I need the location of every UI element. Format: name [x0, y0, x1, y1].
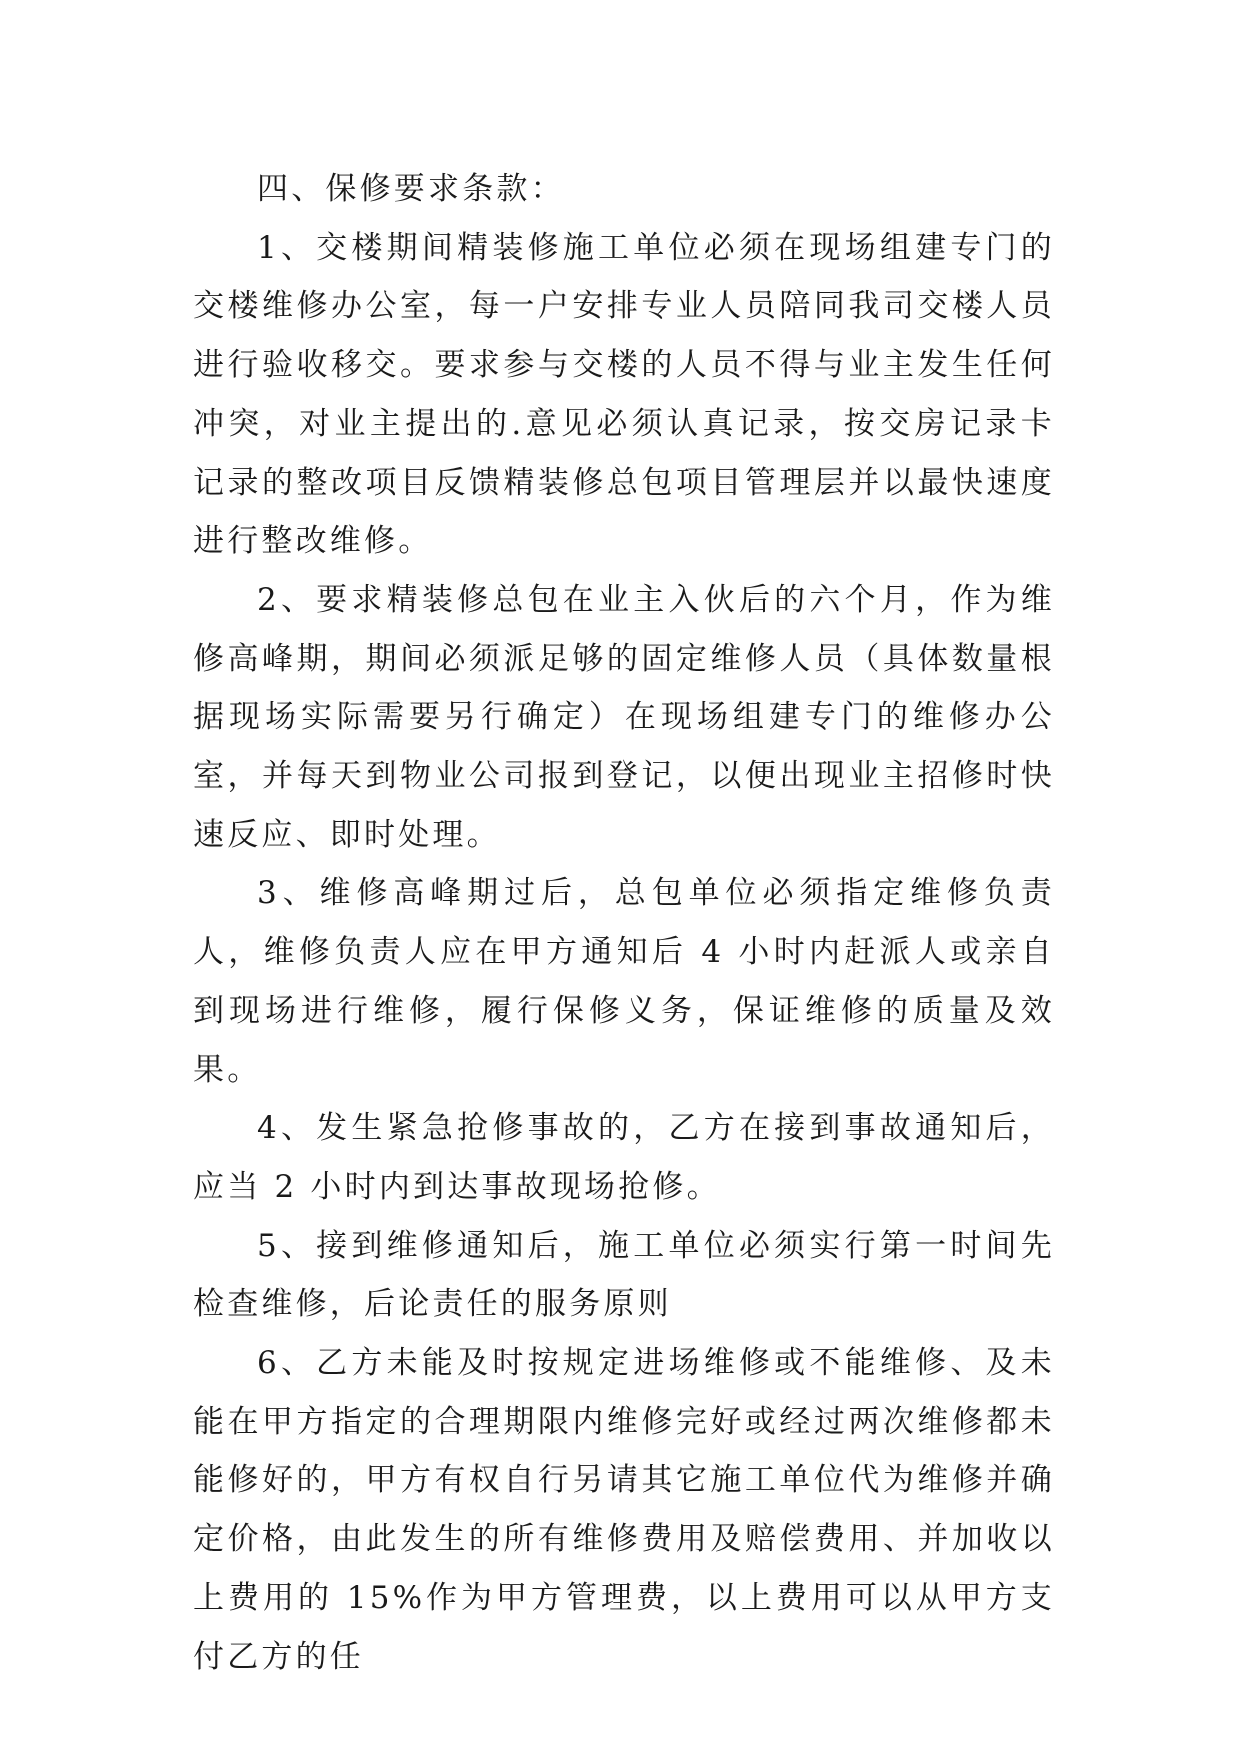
section-heading: 四、保修要求条款：	[257, 171, 565, 207]
document-body	[193, 160, 1055, 1686]
clause-5: 5、接到维修通知后，施工单位必须实行第一时间先检查维修，后论责任的服务原则	[193, 1227, 1055, 1323]
clause-4: 4、发生紧急抢修事故的，乙方在接到事故通知后，应当 2 小时内到达事故现场抢修。	[193, 1110, 1055, 1205]
clause-6: 6、乙方未能及时按规定进场维修或不能维修、及未能在甲方指定的合理期限内维修完好或经过两次维修都未能修好的，甲方有权自行另请其它施工单位代为维修并确定价格，由此发生的所有维修费用及赔偿费用、并加收以上费用的 15%作为甲方管理费，以上费用可以从甲方支付乙方的任	[193, 1345, 1055, 1675]
clause-2: 2、要求精装修总包在业主入伙后的六个月，作为维修高峰期，期间必须派足够的固定维修人员（具体数量根据现场实际需要另行确定）在现场组建专门的维修办公室，并每天到物业公司报到登记，以便出现业主招修时快速反应、即时处理。	[193, 581, 1055, 853]
clause-1: 1、交楼期间精装修施工单位必须在现场组建专门的交楼维修办公室，每一户安排专业人员陪同我司交楼人员进行验收移交。要求参与交楼的人员不得与业主发生任何冲突，对业主提出的.意见必须认真记录，按交房记录卡记录的整改项目反馈精装修总包项目管理层并以最快速度进行整改维修。	[193, 229, 1055, 560]
clause-3: 3、维修高峰期过后，总包单位必须指定维修负责人，维修负责人应在甲方通知后 4 小时内赶派人或亲自到现场进行维修，履行保修义务，保证维修的质量及效果。	[193, 875, 1055, 1088]
